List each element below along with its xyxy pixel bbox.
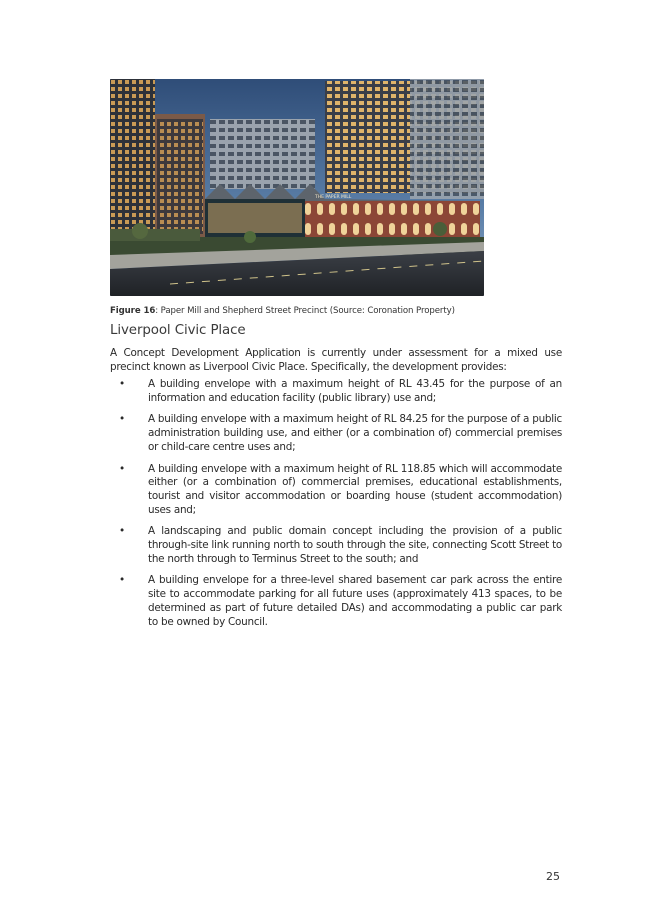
bullet-text: A building envelope for a three-level shared basement car park across the entire site to accommodate parking for all future uses (approximately 413 spaces, to be determined as part of future detailed DAs) and accommodating a public car park to be owned by Council. (148, 574, 562, 628)
bullet-icon: • (119, 525, 125, 538)
figure-label: Figure 16 (110, 306, 156, 316)
bullet-text: A building envelope with a maximum height of RL 84.25 for the purpose of a public administration building use, and either (or a combination of) commercial premises or child-care centre uses and; (148, 413, 562, 453)
sign-text: THE PAPER MILL (315, 195, 352, 200)
paper-mill-photo (110, 79, 484, 296)
bullet-list (110, 378, 562, 637)
bullet-icon: • (119, 378, 125, 390)
bullet-item (110, 525, 562, 566)
figure-caption (110, 306, 562, 316)
bullet-item (110, 463, 562, 518)
bullet-item (110, 574, 562, 629)
section-heading: Liverpool Civic Place (110, 323, 246, 338)
bullet-text: A building envelope with a maximum height of RL 43.45 for the purpose of an information and education facility (public library) use and; (148, 378, 562, 404)
intro-paragraph: A Concept Development Application is currently under assessment for a mixed use precinct known as Liverpool Civic Place. Specifically, the development provides: (110, 347, 562, 373)
figure-caption-text: : Paper Mill and Shepherd Street Precinct (Source: Coronation Property) (155, 306, 455, 316)
page-number: 25 (546, 870, 560, 883)
bullet-icon: • (119, 413, 125, 426)
bullet-icon: • (119, 574, 125, 587)
bullet-icon: • (119, 462, 125, 475)
bullet-item (110, 413, 562, 454)
bullet-item (110, 378, 562, 405)
bullet-text: A landscaping and public domain concept including the provision of a public through-site link running north to south through the site, connecting Scott Street to the north through to Terminus Street to the south; and (148, 525, 562, 565)
figure-photo (110, 79, 484, 296)
bullet-text: A building envelope with a maximum height of RL 118.85 which will accommodate either (or a combination of) commercial premises, educational establishments, tourist and visitor accommodation or boarding house (student accommodation) uses and; (148, 462, 562, 516)
